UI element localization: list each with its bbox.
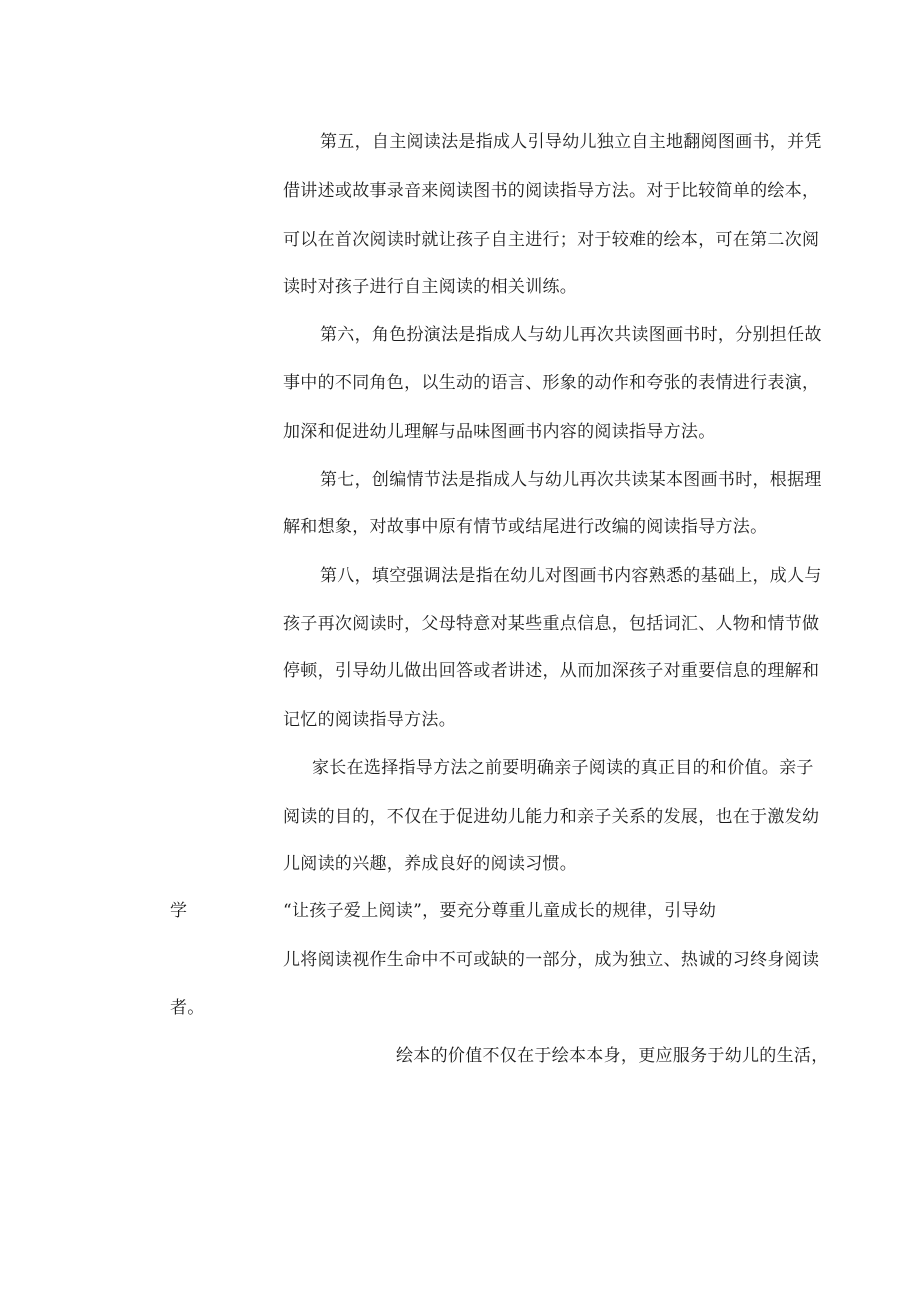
paragraph-9-line-2: 阅读的目的，不仅在于促进幼儿能力和亲子关系的发展，也在于激发幼: [283, 807, 820, 827]
paragraph-5-line-1: 第五，自主阅读法是指成人引导幼儿独立自主地翻阅图画书，并凭: [320, 132, 822, 152]
paragraph-11-line-1: 绘本的价值不仅在于绘本本身，更应服务于幼儿的生活，: [396, 1046, 829, 1066]
paragraph-5-line-2: 借讲述或故事录音来阅读图书的阅读指导方法。对于比较简单的绘本，: [283, 181, 820, 201]
paragraph-8-line-1: 第八，填空强调法是指在幼儿对图画书内容熟悉的基础上，成人与: [320, 566, 822, 586]
paragraph-7-line-1: 第七，创编情节法是指成人与幼儿再次共读某本图画书时，根据理: [320, 470, 822, 490]
paragraph-10-line-3: 者。: [170, 998, 205, 1018]
paragraph-5-line-3: 可以在首次阅读时就让孩子自主进行；对于较难的绘本，可在第二次阅: [283, 230, 820, 250]
paragraph-10-marginal-char: 学: [170, 901, 188, 921]
paragraph-8-line-2: 孩子再次阅读时，父母特意对某些重点信息，包括词汇、人物和情节做: [283, 614, 820, 634]
paragraph-9-line-3: 儿阅读的兴趣，养成良好的阅读习惯。: [283, 854, 578, 874]
paragraph-9-line-1: 家长在选择指导方法之前要明确亲子阅读的真正目的和价值。亲子: [312, 758, 814, 778]
paragraph-5-line-4: 读时对孩子进行自主阅读的相关训练。: [283, 277, 578, 297]
paragraph-10-line-2: 儿将阅读视作生命中不可或缺的一部分，成为独立、热诚的习终身阅读: [283, 950, 820, 970]
paragraph-6-line-3: 加深和促进幼儿理解与品味图画书内容的阅读指导方法。: [283, 422, 716, 442]
paragraph-8-line-4: 记忆的阅读指导方法。: [283, 710, 456, 730]
paragraph-8-line-3: 停顿，引导幼儿做出回答或者讲述，从而加深孩子对重要信息的理解和: [283, 661, 820, 681]
paragraph-7-line-2: 解和想象，对故事中原有情节或结尾进行改编的阅读指导方法。: [283, 517, 768, 537]
paragraph-6-line-2: 事中的不同角色，以生动的语言、形象的动作和夸张的表情进行表演，: [283, 373, 820, 393]
paragraph-10-line-1: “让孩子爱上阅读”，要充分尊重儿童成长的规律，引导幼: [283, 901, 717, 921]
paragraph-6-line-1: 第六，角色扮演法是指成人与幼儿再次共读图画书时，分别担任故: [320, 325, 822, 345]
